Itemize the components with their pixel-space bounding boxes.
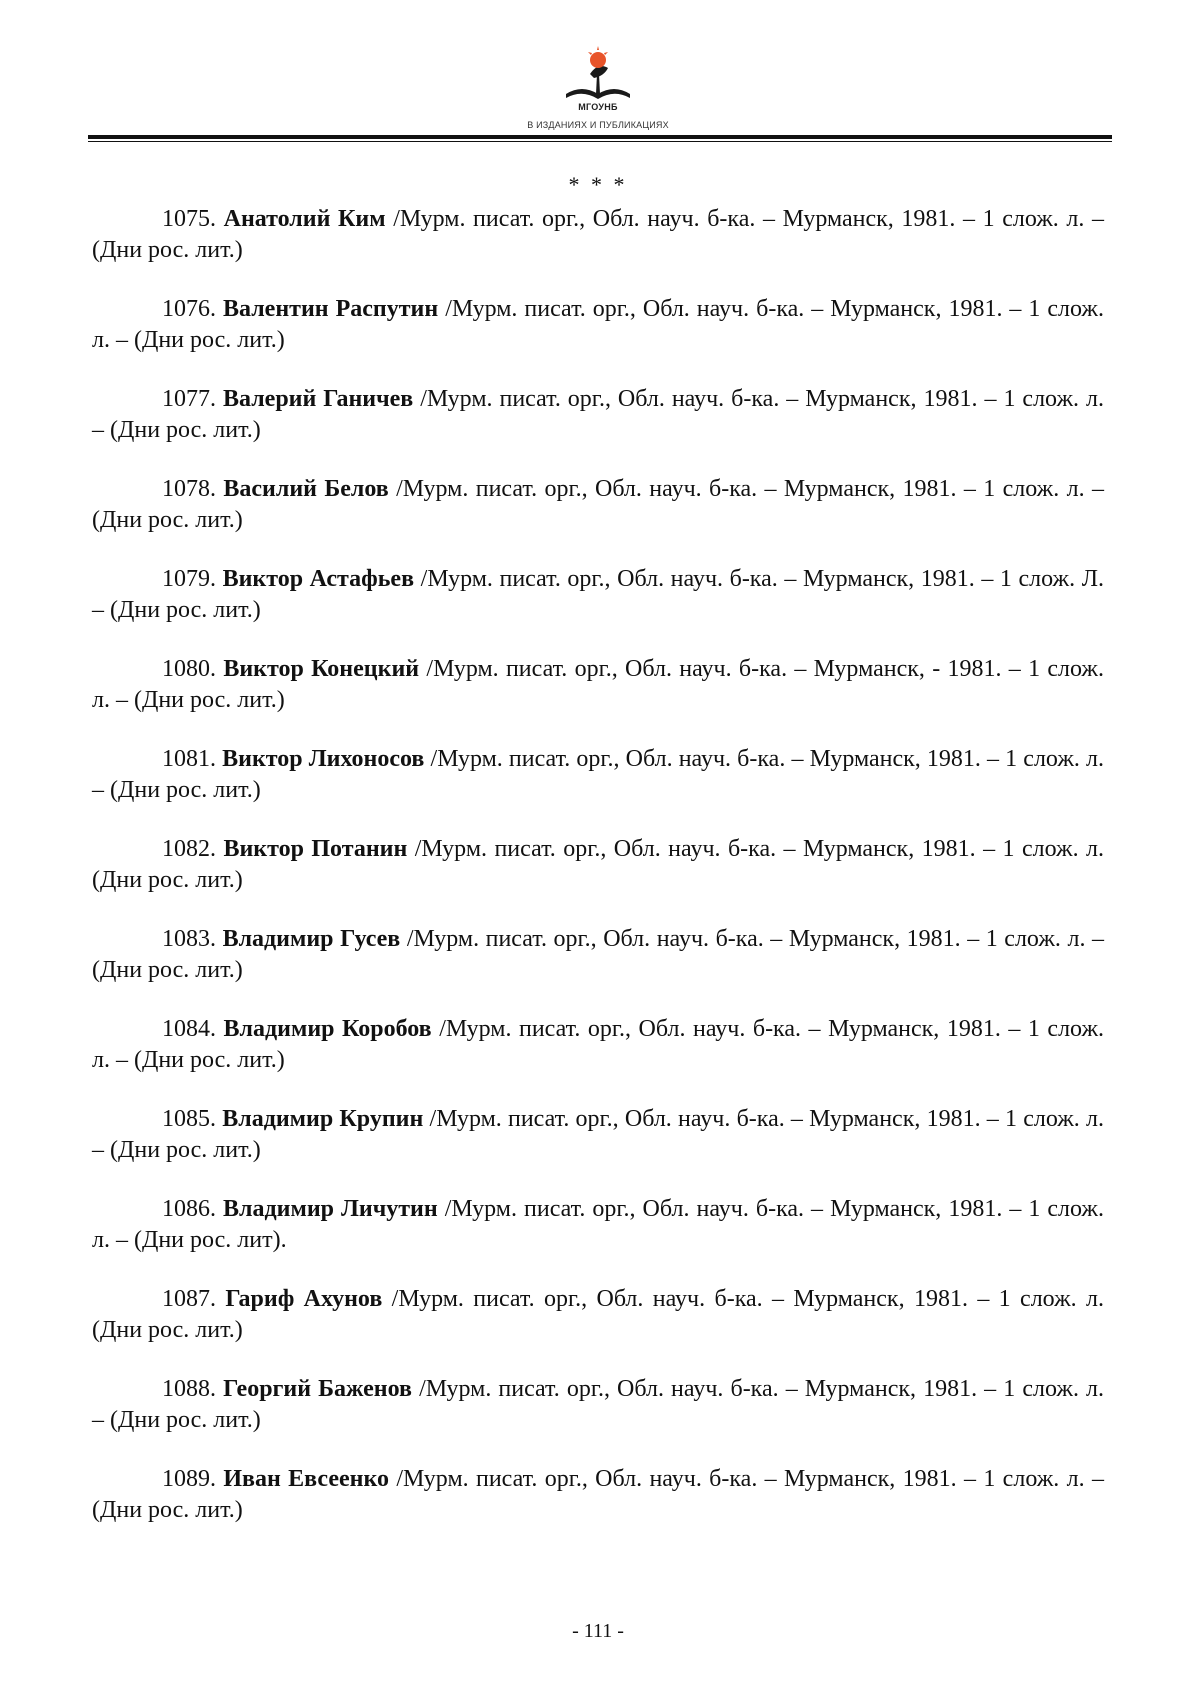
bibliography-entry <box>92 1284 1104 1346</box>
page-number: - 111 - <box>572 1620 624 1642</box>
entry-number: 1077. <box>162 386 216 412</box>
bibliography-entry <box>92 654 1104 716</box>
entry-number: 1089. <box>162 1466 216 1492</box>
entry-number: 1088. <box>162 1376 216 1402</box>
entry-number: 1083. <box>162 926 216 952</box>
bibliography-entry <box>92 204 1104 266</box>
section-separator: * * * <box>568 172 628 197</box>
entry-details: /Мурм. писат. орг., Обл. науч. б-ка. – Мурманск, 1981. – 1 слож. л. – (Дни рос. лит). <box>92 1196 1105 1253</box>
library-logo-icon <box>560 44 636 106</box>
bibliography-entry <box>92 924 1104 986</box>
header-rule-thin <box>88 141 1112 142</box>
entry-number: 1086. <box>162 1196 216 1222</box>
bibliography-entry <box>92 834 1104 896</box>
bibliography-entry <box>92 1194 1104 1256</box>
entry-details: /Мурм. писат. орг., Обл. науч. б-ка. – Мурманск, 1981. – 1 слож. л. – (Дни рос. лит.) <box>92 746 1105 803</box>
entry-details: /Мурм. писат. орг., Обл. науч. б-ка. – Мурманск, 1981. – 1 слож. л. – (Дни рос. лит.) <box>92 206 1104 263</box>
entry-number: 1076. <box>162 296 216 322</box>
entry-details: /Мурм. писат. орг., Обл. науч. б-ка. – Мурманск, - 1981. – 1 слож. л. – (Дни рос. лит.) <box>92 656 1105 713</box>
entry-author: Иван Евсеенко <box>223 1466 390 1492</box>
entry-details: /Мурм. писат. орг., Обл. науч. б-ка. – Мурманск, 1981. – 1 слож. л. – (Дни рос. лит.) <box>92 926 1105 983</box>
entry-details: /Мурм. писат. орг., Обл. науч. б-ка. – Мурманск, 1981. – 1 слож. л. (Дни рос. лит.) <box>92 836 1105 893</box>
entry-number: 1078. <box>162 476 216 502</box>
entry-author: Владимир Гусев <box>222 926 401 952</box>
entry-number: 1084. <box>162 1016 216 1042</box>
entry-author: Валентин Распутин <box>223 296 439 322</box>
entry-number: 1087. <box>162 1286 216 1312</box>
entry-number: 1075. <box>162 206 216 232</box>
entry-number: 1079. <box>162 566 216 592</box>
entry-details: /Мурм. писат. орг., Обл. науч. б-ка. – Мурманск, 1981. – 1 слож. л. – (Дни рос. лит.) <box>92 476 1105 533</box>
entry-number: 1085. <box>162 1106 216 1132</box>
bibliography-entry <box>92 1464 1104 1526</box>
bibliography-entry <box>92 474 1104 536</box>
entry-details: /Мурм. писат. орг., Обл. науч. б-ка. – Мурманск, 1981. – 1 слож. л. – (Дни рос. лит.) <box>92 386 1104 443</box>
bibliography-list <box>92 204 1104 1554</box>
entry-author: Георгий Баженов <box>223 1376 412 1402</box>
entry-author: Гариф Ахунов <box>225 1286 383 1312</box>
entry-details: /Мурм. писат. орг., Обл. науч. б-ка. – Мурманск, 1981. – 1 слож. л. – (Дни рос. лит.) <box>92 1106 1104 1163</box>
entry-details: /Мурм. писат. орг., Обл. науч. б-ка. – Мурманск, 1981. – 1 слож. л. – (Дни рос. лит.) <box>92 296 1105 353</box>
entry-details: /Мурм. писат. орг., Обл. науч. б-ка. – Мурманск, 1981. – 1 слож. л. (Дни рос. лит.) <box>92 1286 1105 1343</box>
page-header <box>0 0 1196 150</box>
entry-author: Анатолий Ким <box>223 206 386 232</box>
entry-details: /Мурм. писат. орг., Обл. науч. б-ка. – Мурманск, 1981. – 1 слож. Л. – (Дни рос. лит.) <box>92 566 1104 623</box>
logo-label: МГОУНБ <box>578 102 618 112</box>
entry-author: Владимир Коробов <box>223 1016 432 1042</box>
entry-author: Валерий Ганичев <box>222 386 414 412</box>
entry-number: 1081. <box>162 746 216 772</box>
entry-author: Владимир Личутин <box>223 1196 438 1222</box>
entry-author: Василий Белов <box>223 476 389 502</box>
header-rule-thick <box>88 135 1112 139</box>
header-subtitle: В ИЗДАНИЯХ И ПУБЛИКАЦИЯХ <box>527 120 669 130</box>
bibliography-entry <box>92 744 1104 806</box>
bibliography-entry <box>92 1104 1104 1166</box>
bibliography-entry <box>92 564 1104 626</box>
entry-number: 1080. <box>162 656 216 682</box>
entry-details: /Мурм. писат. орг., Обл. науч. б-ка. – Мурманск, 1981. – 1 слож. л. – (Дни рос. лит.) <box>92 1376 1105 1433</box>
entry-details: /Мурм. писат. орг., Обл. науч. б-ка. – Мурманск, 1981. – 1 слож. л. – (Дни рос. лит.) <box>92 1466 1104 1523</box>
bibliography-entry <box>92 384 1104 446</box>
entry-author: Виктор Конецкий <box>223 656 420 682</box>
entry-author: Виктор Потанин <box>223 836 408 862</box>
bibliography-entry <box>92 294 1104 356</box>
entry-number: 1082. <box>162 836 216 862</box>
entry-author: Владимир Крупин <box>222 1106 424 1132</box>
bibliography-entry <box>92 1374 1104 1436</box>
entry-details: /Мурм. писат. орг., Обл. науч. б-ка. – Мурманск, 1981. – 1 слож. л. – (Дни рос. лит.) <box>92 1016 1105 1073</box>
entry-author: Виктор Астафьев <box>222 566 415 592</box>
bibliography-entry <box>92 1014 1104 1076</box>
entry-author: Виктор Лихоносов <box>222 746 425 772</box>
